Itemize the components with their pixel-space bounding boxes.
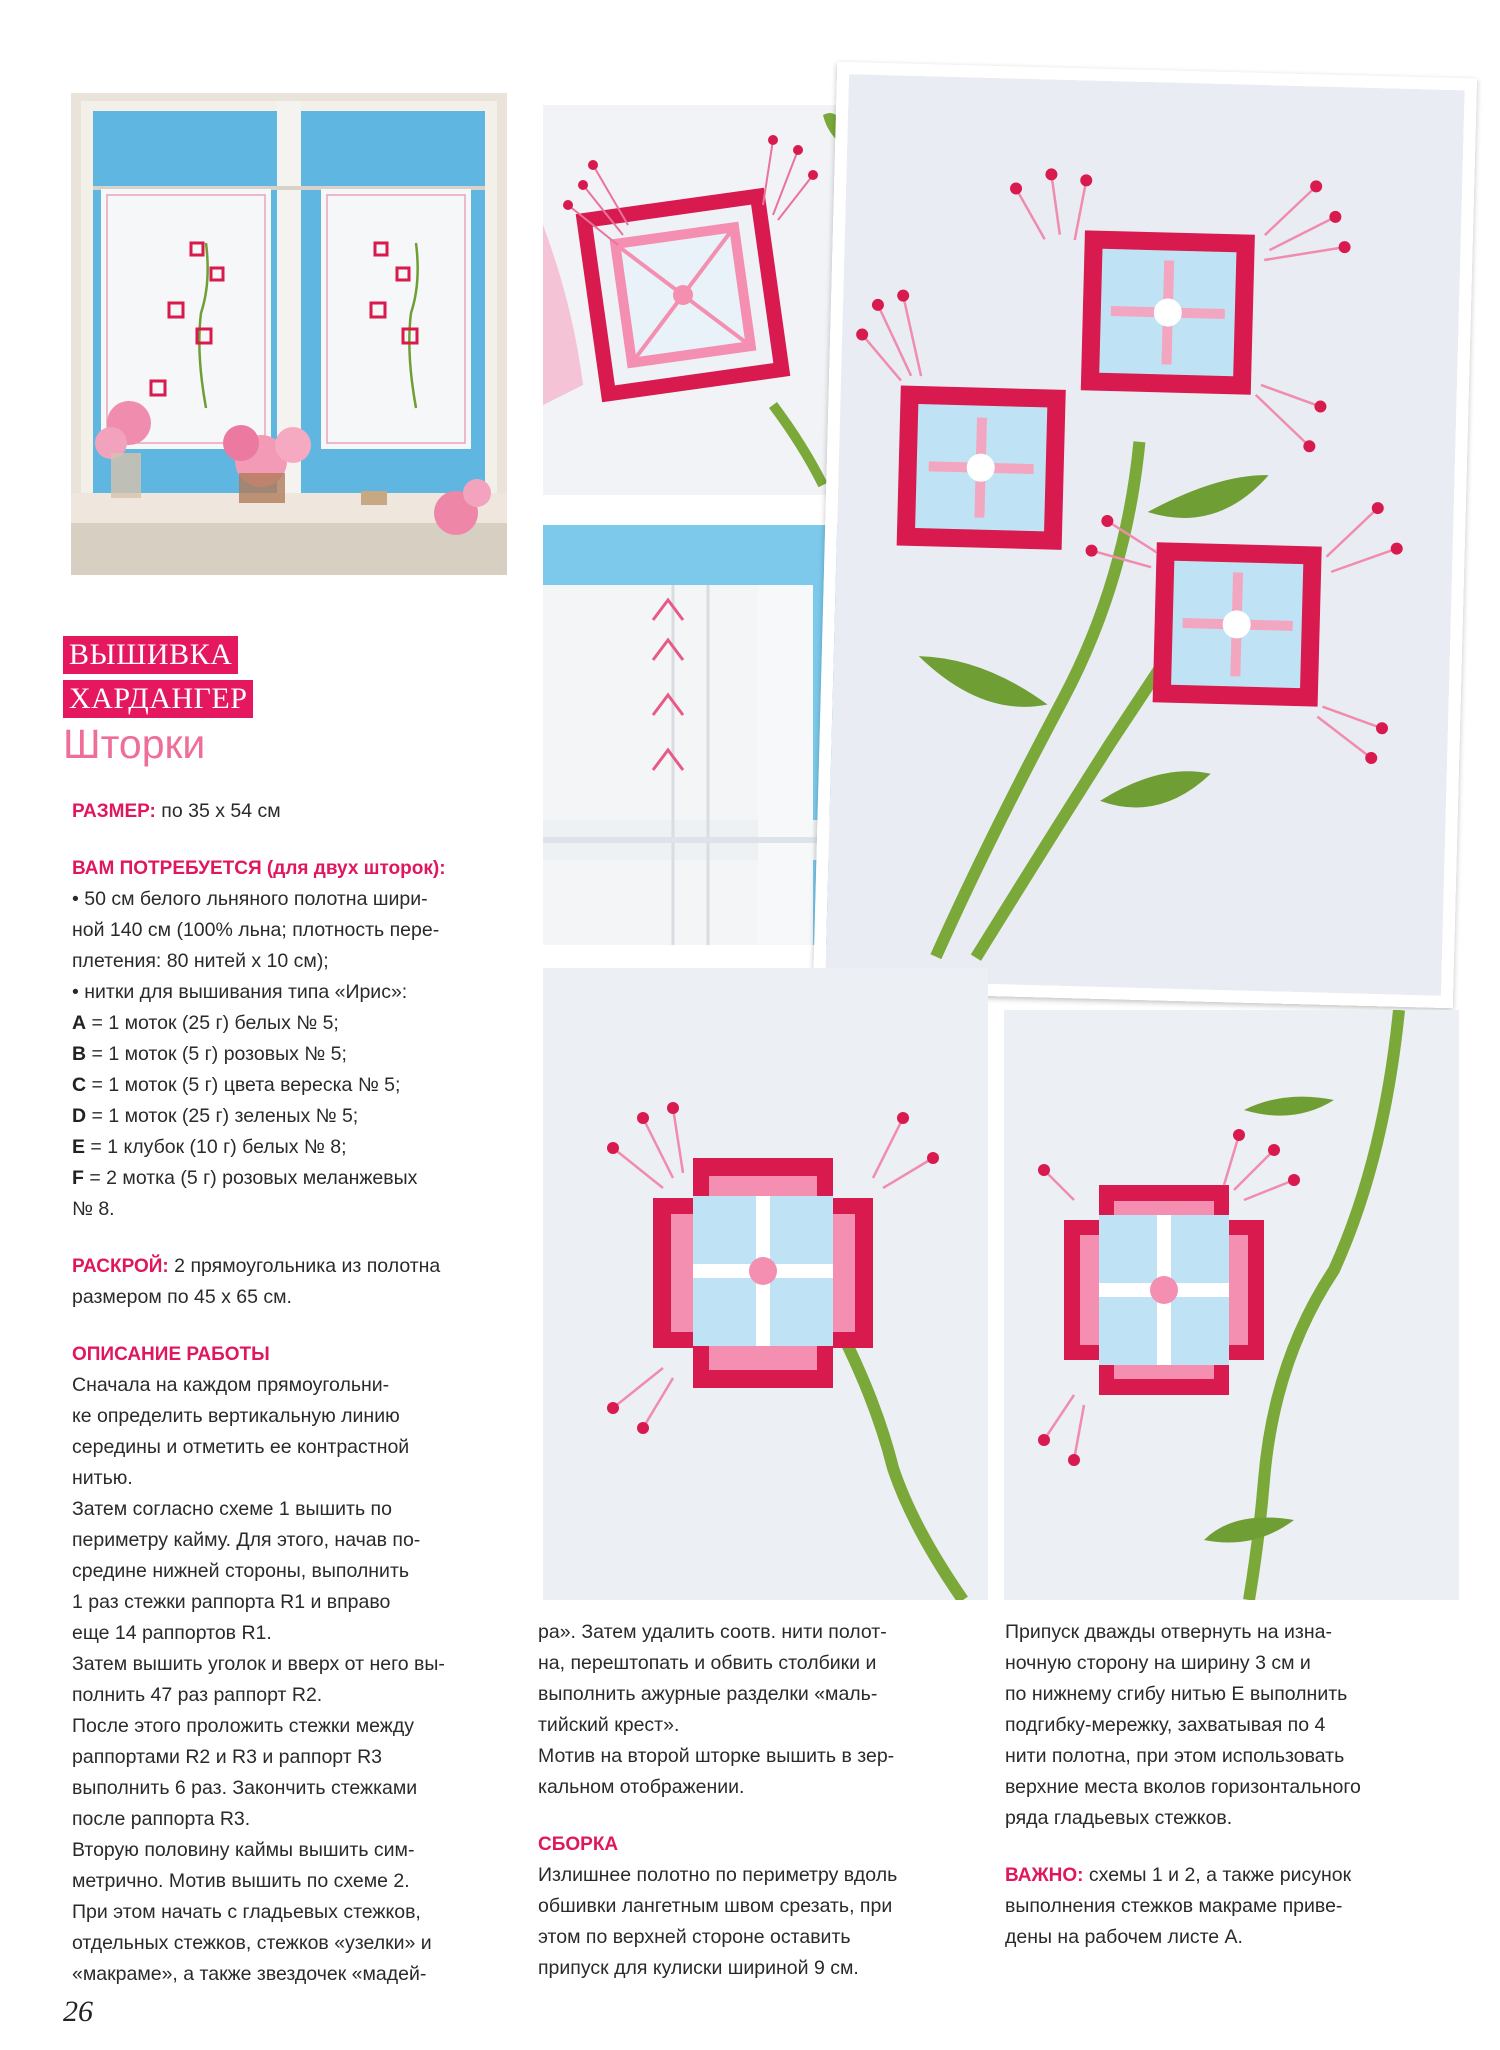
column-3 — [1005, 1617, 1455, 1953]
description-line: ке определить вертикальную линию — [72, 1405, 400, 1427]
description-line: Вторую половину каймы вышить сим- — [72, 1839, 415, 1861]
description-line: выполнить 6 раз. Закончить стежками — [72, 1777, 418, 1799]
category-tag-embroidery: ВЫШИВКА — [63, 636, 238, 674]
description-line: на, перештопать и обвить столбики и — [538, 1652, 877, 1674]
important-note: ВАЖНО: схемы 1 и 2, а также рисунок — [1005, 1864, 1352, 1886]
assembly-line: Излишнее полотно по периметру вдоль — [538, 1864, 898, 1886]
embroidery-main-photo — [813, 62, 1477, 1008]
description-line: метрично. Мотив вышить по схеме 2. — [72, 1870, 410, 1892]
description-line: Мотив на второй шторке вышить в зер- — [538, 1745, 895, 1767]
embroidery-closeup-photo — [543, 105, 843, 495]
description-line: раппортами R2 и R3 и раппорт R3 — [72, 1746, 383, 1768]
motif-flower-photo-right — [1004, 1010, 1459, 1600]
thread-item: B = 1 моток (5 г) розовых № 5; — [72, 1043, 347, 1065]
materials-line: • 50 см белого льняного полотна шири- — [72, 888, 428, 910]
assembly-line: обшивки лангетным швом срезать, при — [538, 1895, 893, 1917]
description-line: отдельных стежков, стежков «узелки» и — [72, 1932, 432, 1954]
category-tag-hardanger: ХАРДАНГЕР — [63, 680, 253, 718]
description-line: выполнить ажурные разделки «маль- — [538, 1683, 878, 1705]
description-line: после раппорта R3. — [72, 1808, 251, 1830]
description-line: периметру кайму. Для этого, начав по- — [72, 1529, 421, 1551]
description-line: средине нижней стороны, выполнить — [72, 1560, 410, 1582]
cutting-line: РАСКРОЙ: 2 прямоугольника из полотна — [72, 1255, 441, 1277]
description-line: Затем согласно схеме 1 вышить по — [72, 1498, 392, 1520]
hem-line: Припуск дважды отвернуть на изна- — [1005, 1621, 1332, 1643]
thread-item: A = 1 моток (25 г) белых № 5; — [72, 1012, 339, 1034]
page-number: 26 — [63, 1995, 93, 2028]
thread-item: C = 1 моток (5 г) цвета вереска № 5; — [72, 1074, 401, 1096]
description-line: При этом начать с гладьевых стежков, — [72, 1901, 421, 1923]
hem-line: нити полотна, при этом использовать — [1005, 1745, 1345, 1767]
description-line: 1 раз стежки раппорта R1 и вправо — [72, 1591, 391, 1613]
description-line: еще 14 раппортов R1. — [72, 1622, 272, 1644]
description-line: ра». Затем удалить соотв. нити полот- — [538, 1621, 887, 1643]
description-line: нитью. — [72, 1467, 133, 1489]
size-label: РАЗМЕР: — [72, 801, 156, 822]
description-line: полнить 47 раз раппорт R2. — [72, 1684, 323, 1706]
description-heading: ОПИСАНИЕ РАБОТЫ — [72, 1344, 270, 1365]
hem-line: подгибку-мережку, захватывая по 4 — [1005, 1714, 1326, 1736]
hem-line: ряда гладьевых стежков. — [1005, 1807, 1233, 1829]
hem-line: по нижнему сгибу нитью E выполнить — [1005, 1683, 1348, 1705]
description-line: тийский крест». — [538, 1714, 680, 1736]
motif-flower-photo-left — [543, 968, 988, 1600]
important-note: выполнения стежков макраме приве- — [1005, 1895, 1343, 1917]
column-2 — [538, 1617, 978, 1984]
assembly-heading: СБОРКА — [538, 1834, 619, 1855]
page-title: Шторки — [63, 721, 206, 767]
thread-item: E = 1 клубок (10 г) белых № 8; — [72, 1136, 347, 1158]
thread-item: F = 2 мотка (5 г) розовых меланжевых — [72, 1167, 418, 1189]
column-1 — [72, 796, 512, 1990]
important-note: дены на рабочем листе A. — [1005, 1926, 1243, 1948]
size-value: по 35 х 54 см — [155, 800, 281, 822]
description-line: Затем вышить уголок и вверх от него вы- — [72, 1653, 445, 1675]
materials-line: ной 140 см (100% льна; плотность пере- — [72, 919, 440, 941]
materials-line: • нитки для вышивания типа «Ирис»: — [72, 981, 408, 1003]
hem-line: ночную сторону на ширину 3 см и — [1005, 1652, 1311, 1674]
description-line: середины и отметить ее контрастной — [72, 1436, 410, 1458]
size-line — [72, 796, 512, 827]
description-line: Сначала на каждом прямоугольни- — [72, 1374, 390, 1396]
assembly-line: припуск для кулиски шириной 9 см. — [538, 1957, 859, 1979]
description-line: «макраме», а также звездочек «мадей- — [72, 1963, 427, 1985]
window-curtains-photo — [71, 93, 507, 575]
assembly-line: этом по верхней стороне оставить — [538, 1926, 851, 1948]
materials-line: № 8. — [72, 1198, 115, 1220]
hem-line: верхние места вколов горизонтального — [1005, 1776, 1361, 1798]
description-line: кальном отображении. — [538, 1776, 745, 1798]
materials-heading: ВАМ ПОТРЕБУЕТСЯ (для двух шторок): — [72, 858, 446, 879]
hemstitch-detail-photo — [543, 525, 843, 945]
thread-item: D = 1 моток (25 г) зеленых № 5; — [72, 1105, 359, 1127]
materials-line: плетения: 80 нитей х 10 см); — [72, 950, 329, 972]
cutting-line: размером по 45 х 65 см. — [72, 1286, 292, 1308]
description-line: После этого проложить стежки между — [72, 1715, 414, 1737]
